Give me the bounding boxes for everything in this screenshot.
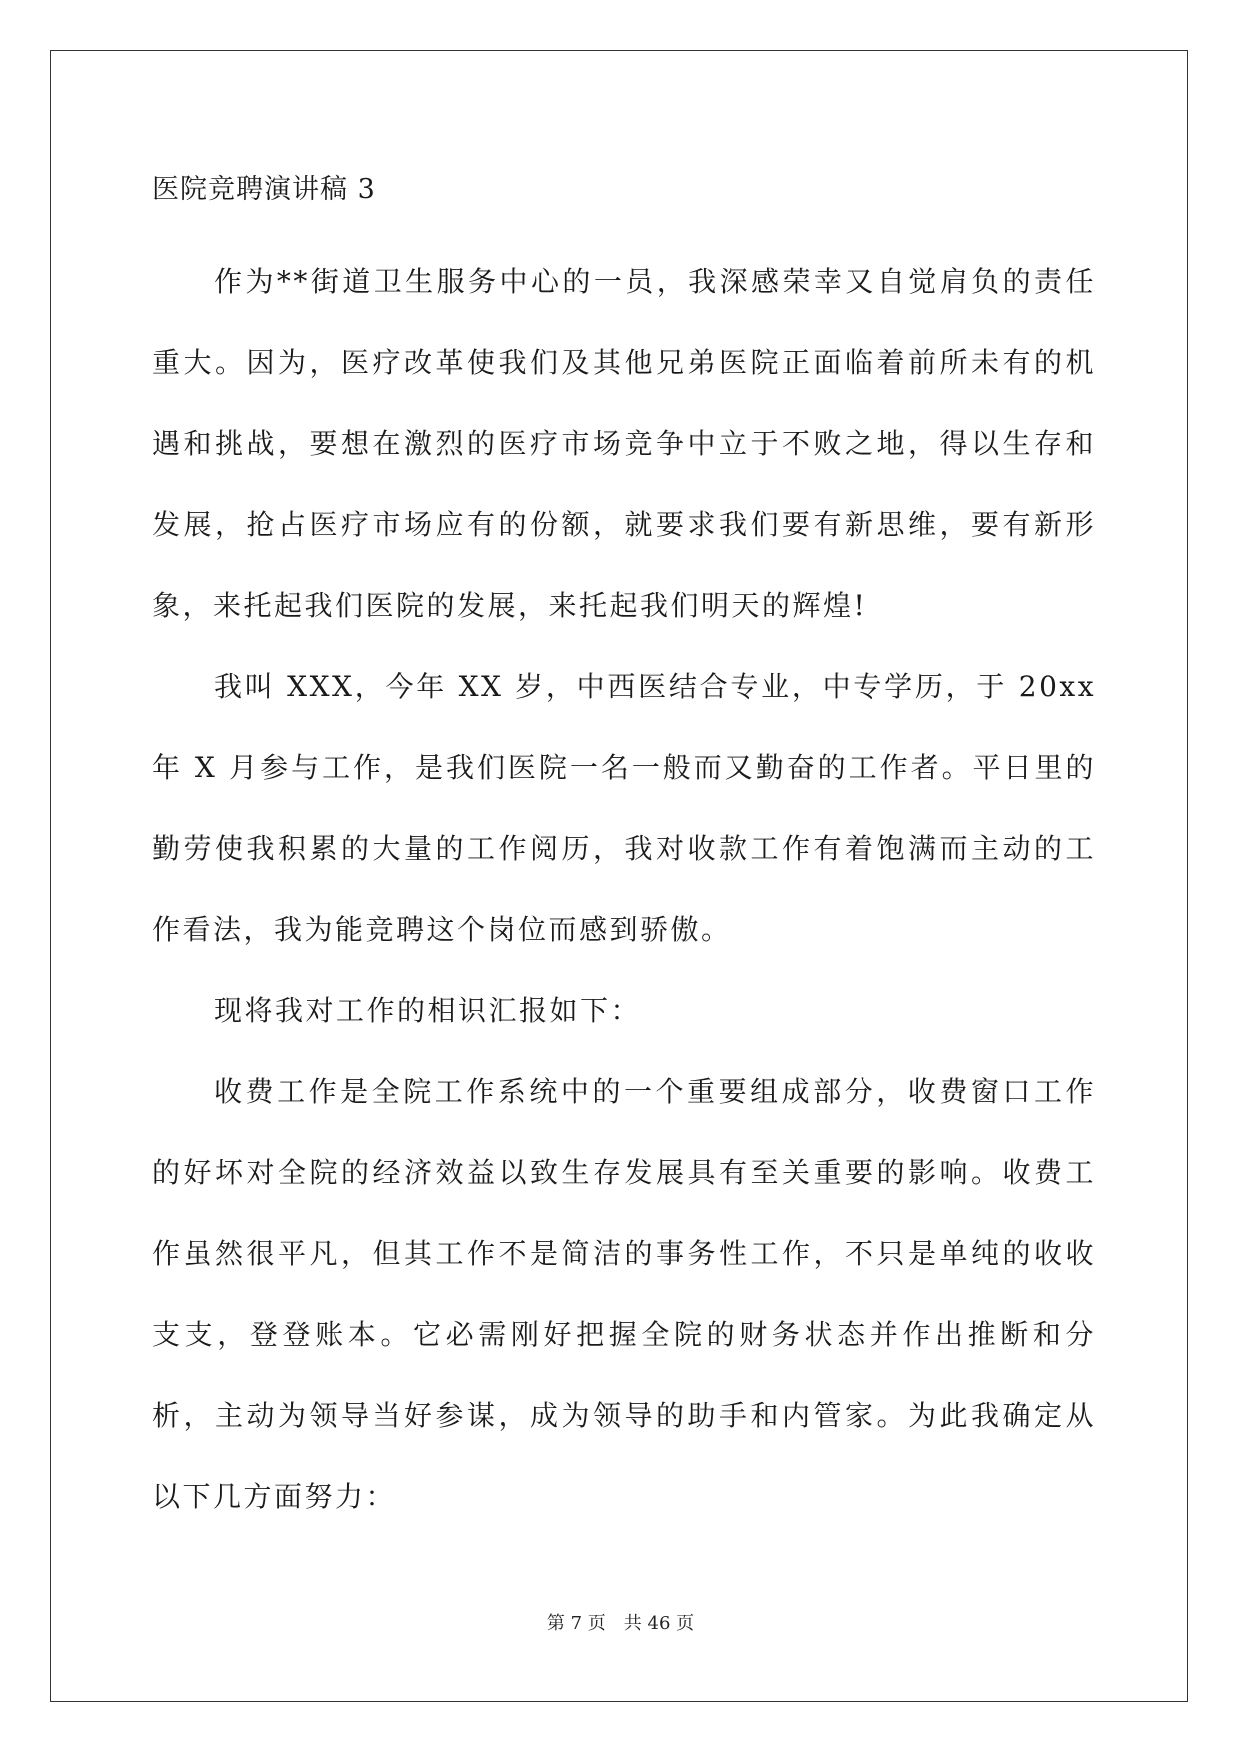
paragraph-charging-work: 收费工作是全院工作系统中的一个重要组成部分，收费窗口工作的好坏对全院的经济效益以致生存发展具有至关重要的影响。收费工作虽然很平凡，但其工作不是简洁的事务性工作，不只是单纯的收收支支，登登账本。它必需刚好把握全院的财务状态并作出推断和分析，主动为领导当好参谋，成为领导的助手和内管家。为此我确定从以下几方面努力： <box>152 1075 1096 1513</box>
paragraph-report-lead: 现将我对工作的相识汇报如下： <box>214 994 642 1027</box>
page-footer <box>0 1612 1241 1636</box>
document-body <box>152 160 1096 1537</box>
page-number: 第 7 页 <box>546 1613 606 1634</box>
paragraph-intro: 作为**街道卫生服务中心的一员，我深感荣幸又自觉肩负的责任重大。因为，医疗改革使我们及其他兄弟医院正面临着前所未有的机遇和挑战，要想在激烈的医疗市场竞争中立于不败之地，得以生存和发展，抢占医疗市场应有的份额，就要求我们要有新思维，要有新形象，来托起我们医院的发展，来托起我们明天的辉煌! <box>152 265 1096 622</box>
paragraph-self-introduction: 我叫 XXX，今年 XX 岁，中西医结合专业，中专学历，于 20xx 年 X 月参与工作，是我们医院一名一般而又勤奋的工作者。平日里的勤劳使我积累的大量的工作阅历，我对收款工作有着饱满而主动的工作看法，我为能竞聘这个岗位而感到骄傲。 <box>152 670 1096 946</box>
document-title: 医院竞聘演讲稿 3 <box>152 174 376 205</box>
page-total: 共 46 页 <box>623 1613 695 1634</box>
